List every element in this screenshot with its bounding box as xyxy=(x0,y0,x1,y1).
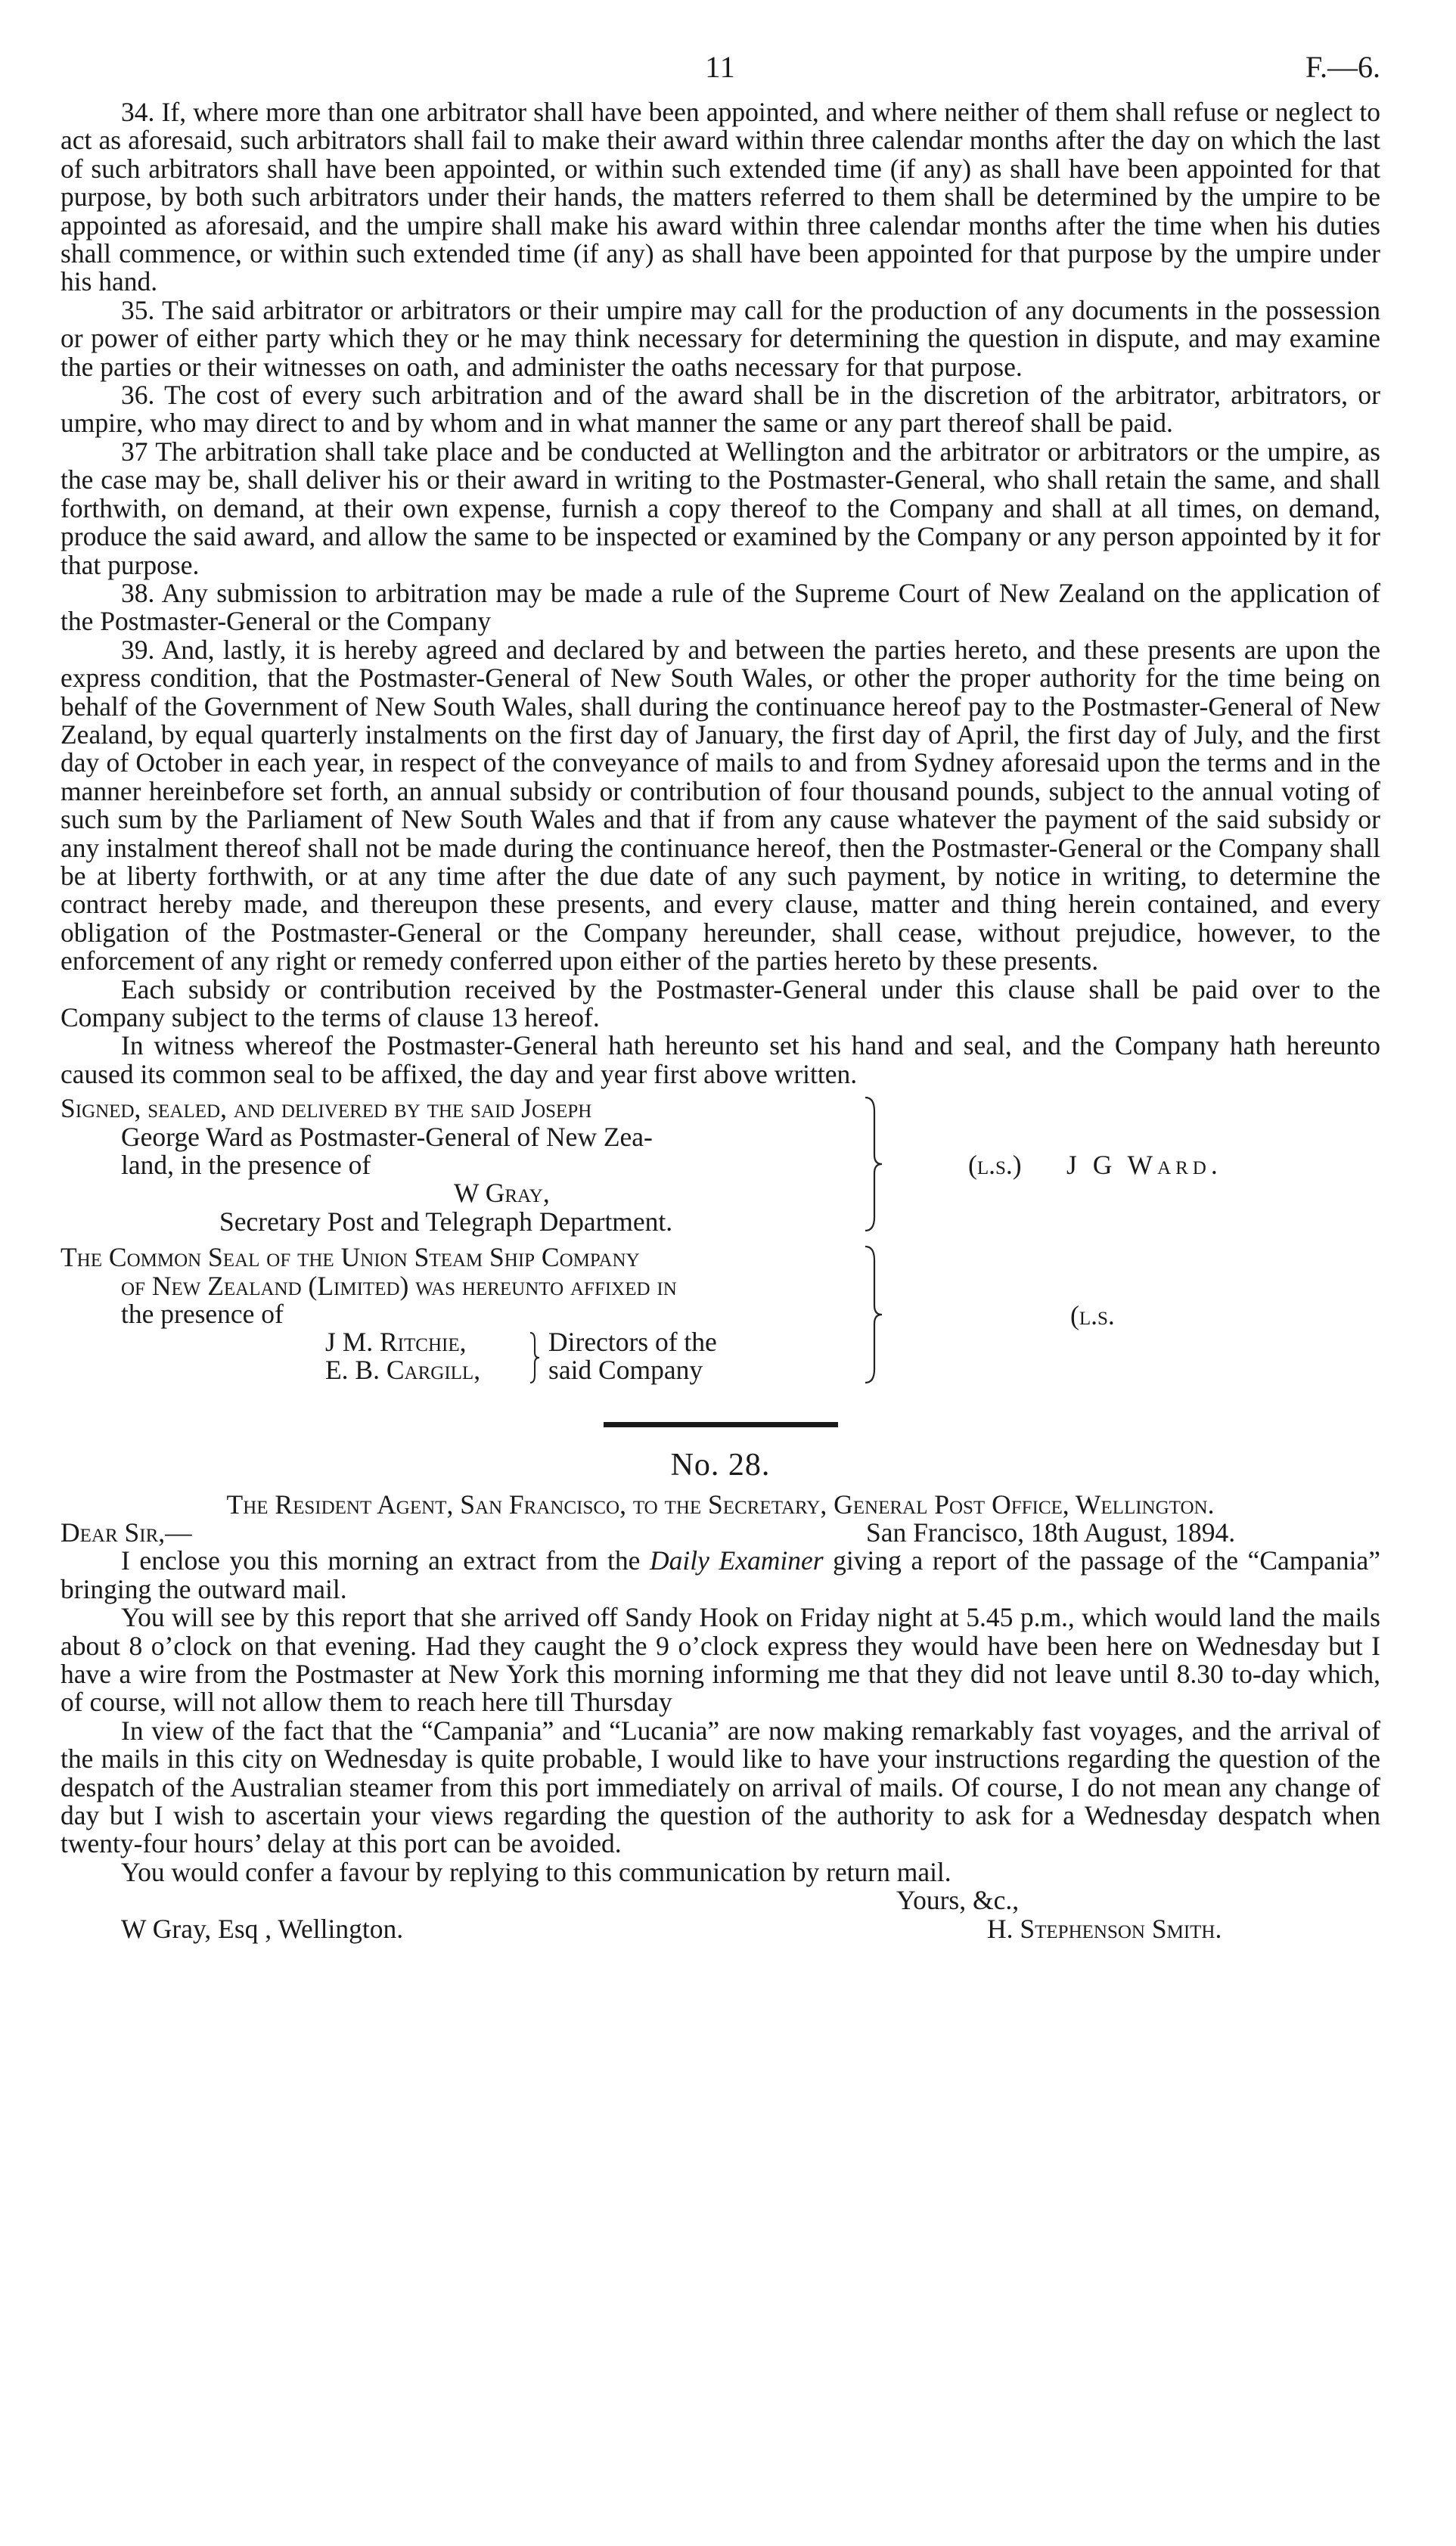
clause-35: 35. The said arbitrator or arbitrators or their umpire may call for the production of any documents in the possession or power of either party which they or he may think necessary for determining the question in dispute, and may examine the parties or their witnesses on oath, and administer the oaths necessary for that purpose. xyxy=(61,294,1380,382)
sig2-line1: The Common Seal of the Union Steam Ship Company xyxy=(61,1242,640,1273)
sig1-seal-mark: (l.s.) xyxy=(968,1150,1022,1181)
clause-36: 36. The cost of every such arbitration and of the award shall be in the discretion of the arbitrator, arbitrators, or umpire, who may direct to and by whom and in what manner the same or any part thereof shall be paid. xyxy=(61,380,1380,439)
letter-paragraph-2: You will see by this report that she arrived off Sandy Hook on Friday night at 5.45 p.m., which would land the mails about 8 o’clock on that evening. Had they caught the 9 o’clock express they would have been here on Wednesday but I have a wire from the Postmaster at New York this morning informing me that they did not leave until 8.30 to-day which, of course, will not allow them to reach here till Thursday xyxy=(61,1602,1380,1718)
page-header xyxy=(61,45,1380,98)
signature-block-company xyxy=(61,1244,1380,1387)
witness-paragraph: In witness whereof the Postmaster-General hath hereunto set his hand and seal, and the Company hath hereunto caused its common seal to be affixed, the day and year first above written. xyxy=(61,1030,1380,1089)
page-number: 11 xyxy=(705,50,736,84)
sig1-signatory: J G Ward. xyxy=(1066,1150,1222,1181)
sig2-line3: the presence of xyxy=(121,1299,284,1330)
clause-39: 39. And, lastly, it is hereby agreed and declared by and between the parties hereto, and these presents are upon the express condition, that the Postmaster-General of New South Wales, or other the proper authority for the time being on behalf of the Government of New South Wales, shall during the continuance hereof pay to the Postmaster-General of New Zealand, by equal quarterly instalments on the first day of January, the first day of April, the first day of July, and the first day of October in each year, in respect of the conveyance of mails to and from Sydney aforesaid upon the terms and in the manner hereinbefore set forth, an annual subsidy or contribution of four thousand pounds, subject to the annual voting of such sum by the Parliament of New South Wales and that if from any cause whatever the payment of the said subsidy or any instalment thereof shall not be made during the continuance hereof, then the Postmaster-General or the Company shall be at liberty forthwith, or at any time after the due date of any such payment, by notice in writing, to determine the contract hereby made, and thereupon these presents, and every clause, matter and thing herein contained, and every obligation of the Postmaster-General or the Company hereunder, shall cease, without prejudice, however, to the enforcement of any right or remedy conferred upon either of the parties hereto by these presents. xyxy=(61,634,1380,976)
para1-before: I enclose you this morning an extract from the xyxy=(121,1545,650,1576)
letter-signer: H. Stephenson Smith. xyxy=(987,1913,1222,1944)
directors-label-2: said Company xyxy=(548,1355,703,1386)
sig2-line2-text: of New Zealand (Limited) was hereunto affixed in xyxy=(121,1270,677,1301)
clauses-section xyxy=(61,98,1380,1088)
section-divider xyxy=(604,1422,838,1427)
signature-block-postmaster xyxy=(61,1094,1380,1236)
sig1-line2: George Ward as Postmaster-General of New Zea- xyxy=(121,1121,653,1152)
sig1-witness-title: Secretary Post and Telegraph Department. xyxy=(219,1206,673,1237)
clause-38: 38. Any submission to arbitration may be made a rule of the Supreme Court of New Zealand on the application of the Postmaster-General or the Company xyxy=(61,577,1380,637)
letter-closing: Yours, &c., xyxy=(896,1885,1020,1916)
letter-title: No. 28. xyxy=(670,1448,771,1483)
directors-group xyxy=(61,1328,862,1385)
sig1-witness-name: W Gray, xyxy=(454,1178,550,1209)
director-2: E. B. Cargill, xyxy=(325,1355,481,1386)
letter-paragraph-4: You would confer a favour by replying to this communication by return mail. xyxy=(121,1856,952,1887)
salutation: Dear Sir,— xyxy=(61,1517,192,1548)
sig1-line1: Signed, sealed, and delivered by the said Joseph xyxy=(61,1093,592,1124)
clause-34: 34. If, where more than one arbitrator shall have been appointed, and where neither of them shall refuse or neglect to act as aforesaid, such arbitrators shall fail to make their award within three calendar months after the day on which the last of such arbitrators shall have been appointed, or within such extended time (if any) as shall have been appointed for that purpose, by both such arbitrators under their hands, the matters referred to them shall be determined by the umpire to be appointed as aforesaid, and the umpire shall make his award within three calendar months after the time when his duties shall commence, or within such extended time (if any) as shall have been appointed for that purpose by the umpire under his hand. xyxy=(61,97,1380,297)
sig1-line3: land, in the presence of xyxy=(121,1150,371,1181)
letter-recipient: W Gray, Esq , Wellington. xyxy=(121,1913,404,1944)
subsidy-paragraph: Each subsidy or contribution received by the Postmaster-General under this clause shall be paid over to the Company subject to the terms of clause 13 hereof. xyxy=(61,973,1380,1032)
letter-section xyxy=(61,1448,1380,1945)
place-date: San Francisco, 18th August, 1894. xyxy=(866,1517,1236,1548)
letter-paragraph-3: In view of the fact that the “Campania” and “Lucania” are now making remarkably fast voyages, and the arrival of the mails in this city on Wednesday is quite probable, I would like to have your instructions regarding the question of the despatch of the Australian steamer from this port immediately on arrival of mails. Of course, I do not mean any change of day but I wish to ascertain your views regarding the question of the authority to ask for a Wednesday despatch when twenty-four hours’ delay at this port can be avoided. xyxy=(61,1715,1380,1859)
director-1: J M. Ritchie, xyxy=(325,1327,467,1358)
salutation-row xyxy=(61,1519,1380,1547)
directors-label-1: Directors of the xyxy=(548,1327,717,1358)
para1-after: giving a report of the passage of the “Campania” bringing the outward mail. xyxy=(61,1545,1380,1604)
letter-paragraph-1 xyxy=(61,1547,1380,1604)
letter-address: The Resident Agent, San Francisco, to the Secretary, General Post Office, Wellington. xyxy=(226,1489,1215,1520)
small-brace-icon xyxy=(528,1331,542,1384)
clause-37: 37 The arbitration shall take place and be conducted at Wellington and the arbitrator or arbitrators or the umpire, as the case may be, shall deliver his or their award in writing to the Postmaster-General, who shall retain the same, and shall forthwith, on demand, at their own expense, furnish a copy thereof to the Company and shall at all times, on demand, produce the said award, and allow the same to be inspected or examined by the Company or any person appointed by it for that purpose. xyxy=(61,436,1380,580)
sig2-seal-mark: (l.s. xyxy=(1070,1300,1115,1331)
page-reference: F.—6. xyxy=(1305,50,1380,84)
newspaper-title: Daily Examiner xyxy=(650,1545,824,1576)
sign-row xyxy=(61,1915,1380,1945)
closing-row xyxy=(61,1886,1380,1914)
sig2-line2 xyxy=(61,1272,862,1300)
document-page xyxy=(61,45,1380,1945)
right-brace-icon xyxy=(862,1245,885,1385)
right-brace-icon xyxy=(862,1096,885,1232)
